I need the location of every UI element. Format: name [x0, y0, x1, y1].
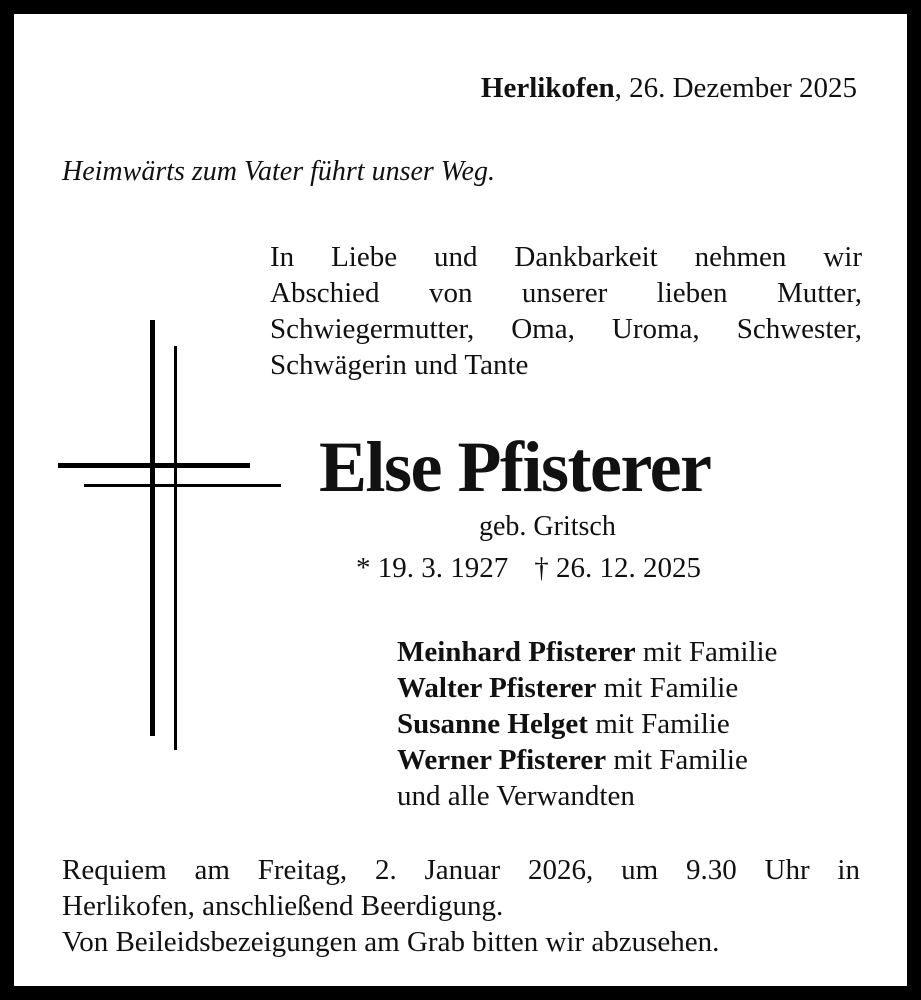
mourner-row — [397, 742, 777, 778]
place-date-line — [481, 70, 857, 106]
service-line: Herlikofen, anschließend Beerdigung. — [62, 890, 504, 922]
mourner-name: Susanne Helget — [397, 708, 588, 740]
mourner-name: Walter Pfisterer — [397, 672, 597, 704]
cross-horizontal-top — [58, 463, 250, 468]
birth-date: * 19. 3. 1927 — [356, 552, 509, 584]
service-line: Von Beileidsbezeigungen am Grab bitten wir abzusehen. — [62, 926, 720, 958]
mourner-name: Werner Pfisterer — [397, 744, 607, 776]
cross-icon — [14, 14, 314, 774]
cross-vertical-left — [150, 320, 155, 736]
mourner-suffix: mit Familie — [587, 708, 730, 740]
deceased-name: Else Pfisterer — [319, 427, 711, 507]
life-dates — [356, 549, 701, 587]
mourner-row — [397, 670, 777, 706]
intro-paragraph — [270, 239, 862, 383]
mourner-suffix: mit Familie — [635, 636, 778, 668]
service-information — [62, 852, 860, 960]
mourners-closing: und alle Verwandten — [397, 780, 635, 812]
cross-horizontal-bottom — [84, 484, 281, 487]
intro-line: In Liebe und Dankbarkeit nehmen wir — [270, 241, 862, 273]
intro-line: Abschied von unserer lieben Mutter, — [270, 277, 862, 309]
mourner-row — [397, 706, 777, 742]
mourner-row — [397, 634, 777, 670]
mourner-suffix: mit Familie — [596, 672, 739, 704]
motto-verse: Heimwärts zum Vater führt unser Weg. — [62, 156, 495, 187]
mourners-list — [397, 634, 777, 814]
mourner-name: Meinhard Pfisterer — [397, 636, 636, 668]
intro-line: Schwiegermutter, Oma, Uroma, Schwester, — [270, 313, 862, 345]
service-line: Requiem am Freitag, 2. Januar 2026, um 9.30 Uhr in — [62, 854, 860, 886]
death-date: † 26. 12. 2025 — [534, 552, 701, 584]
place-name: Herlikofen — [480, 72, 615, 104]
intro-line: Schwägerin und Tante — [270, 349, 529, 381]
notice-date: , 26. Dezember 2025 — [614, 72, 857, 104]
mourner-suffix: mit Familie — [606, 744, 748, 776]
maiden-name: geb. Gritsch — [479, 511, 616, 542]
cross-vertical-right — [174, 346, 177, 750]
